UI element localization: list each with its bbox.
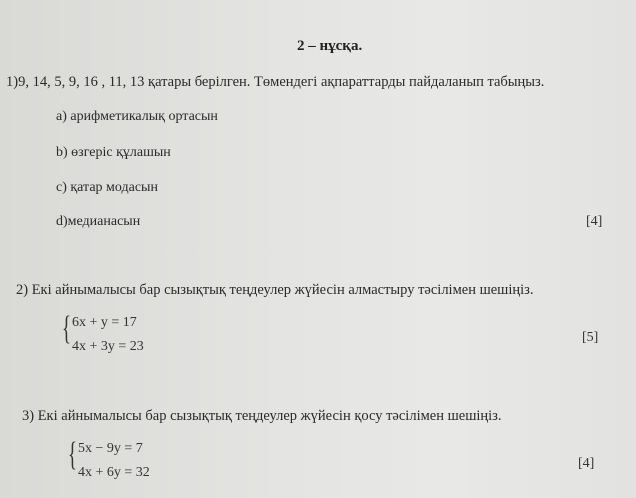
question-1-item-a: a) арифметикалық ортасын — [56, 109, 218, 124]
question-2-equation-1: 6x + y = 17 — [72, 315, 137, 330]
question-2-text: 2) Екі айнымалысы бар сызықтық теңдеулер жүйесін алмастыру тәсілімен шешіңіз. — [16, 282, 534, 298]
question-3-equation-2: 4x + 6y = 32 — [78, 465, 150, 480]
question-3-equation-1: 5x − 9y = 7 — [78, 441, 143, 456]
brace-icon: { — [68, 436, 77, 473]
question-3-mark: [4] — [578, 456, 595, 471]
question-2-mark: [5] — [582, 330, 599, 345]
question-3-equation-system — [68, 438, 208, 486]
brace-icon: { — [62, 310, 71, 347]
question-1-item-d: d)медианасын — [56, 214, 141, 229]
question-2-equation-system — [62, 312, 202, 360]
variant-title: 2 – нұсқа. — [297, 38, 363, 54]
question-1-mark: [4] — [586, 214, 603, 229]
question-3-text: 3) Екі айнымалысы бар сызықтық теңдеулер жүйесін қосу тәсілімен шешіңіз. — [22, 408, 502, 424]
question-2-equation-2: 4x + 3y = 23 — [72, 339, 144, 354]
question-1-item-c: c) қатар модасын — [56, 180, 158, 195]
question-1-item-b: b) өзгеріс құлашын — [56, 145, 171, 160]
question-1-text: 1)9, 14, 5, 9, 16 , 11, 13 қатары берілген. Төмендегі ақпараттарды пайдаланып табыңыз. — [6, 74, 545, 90]
